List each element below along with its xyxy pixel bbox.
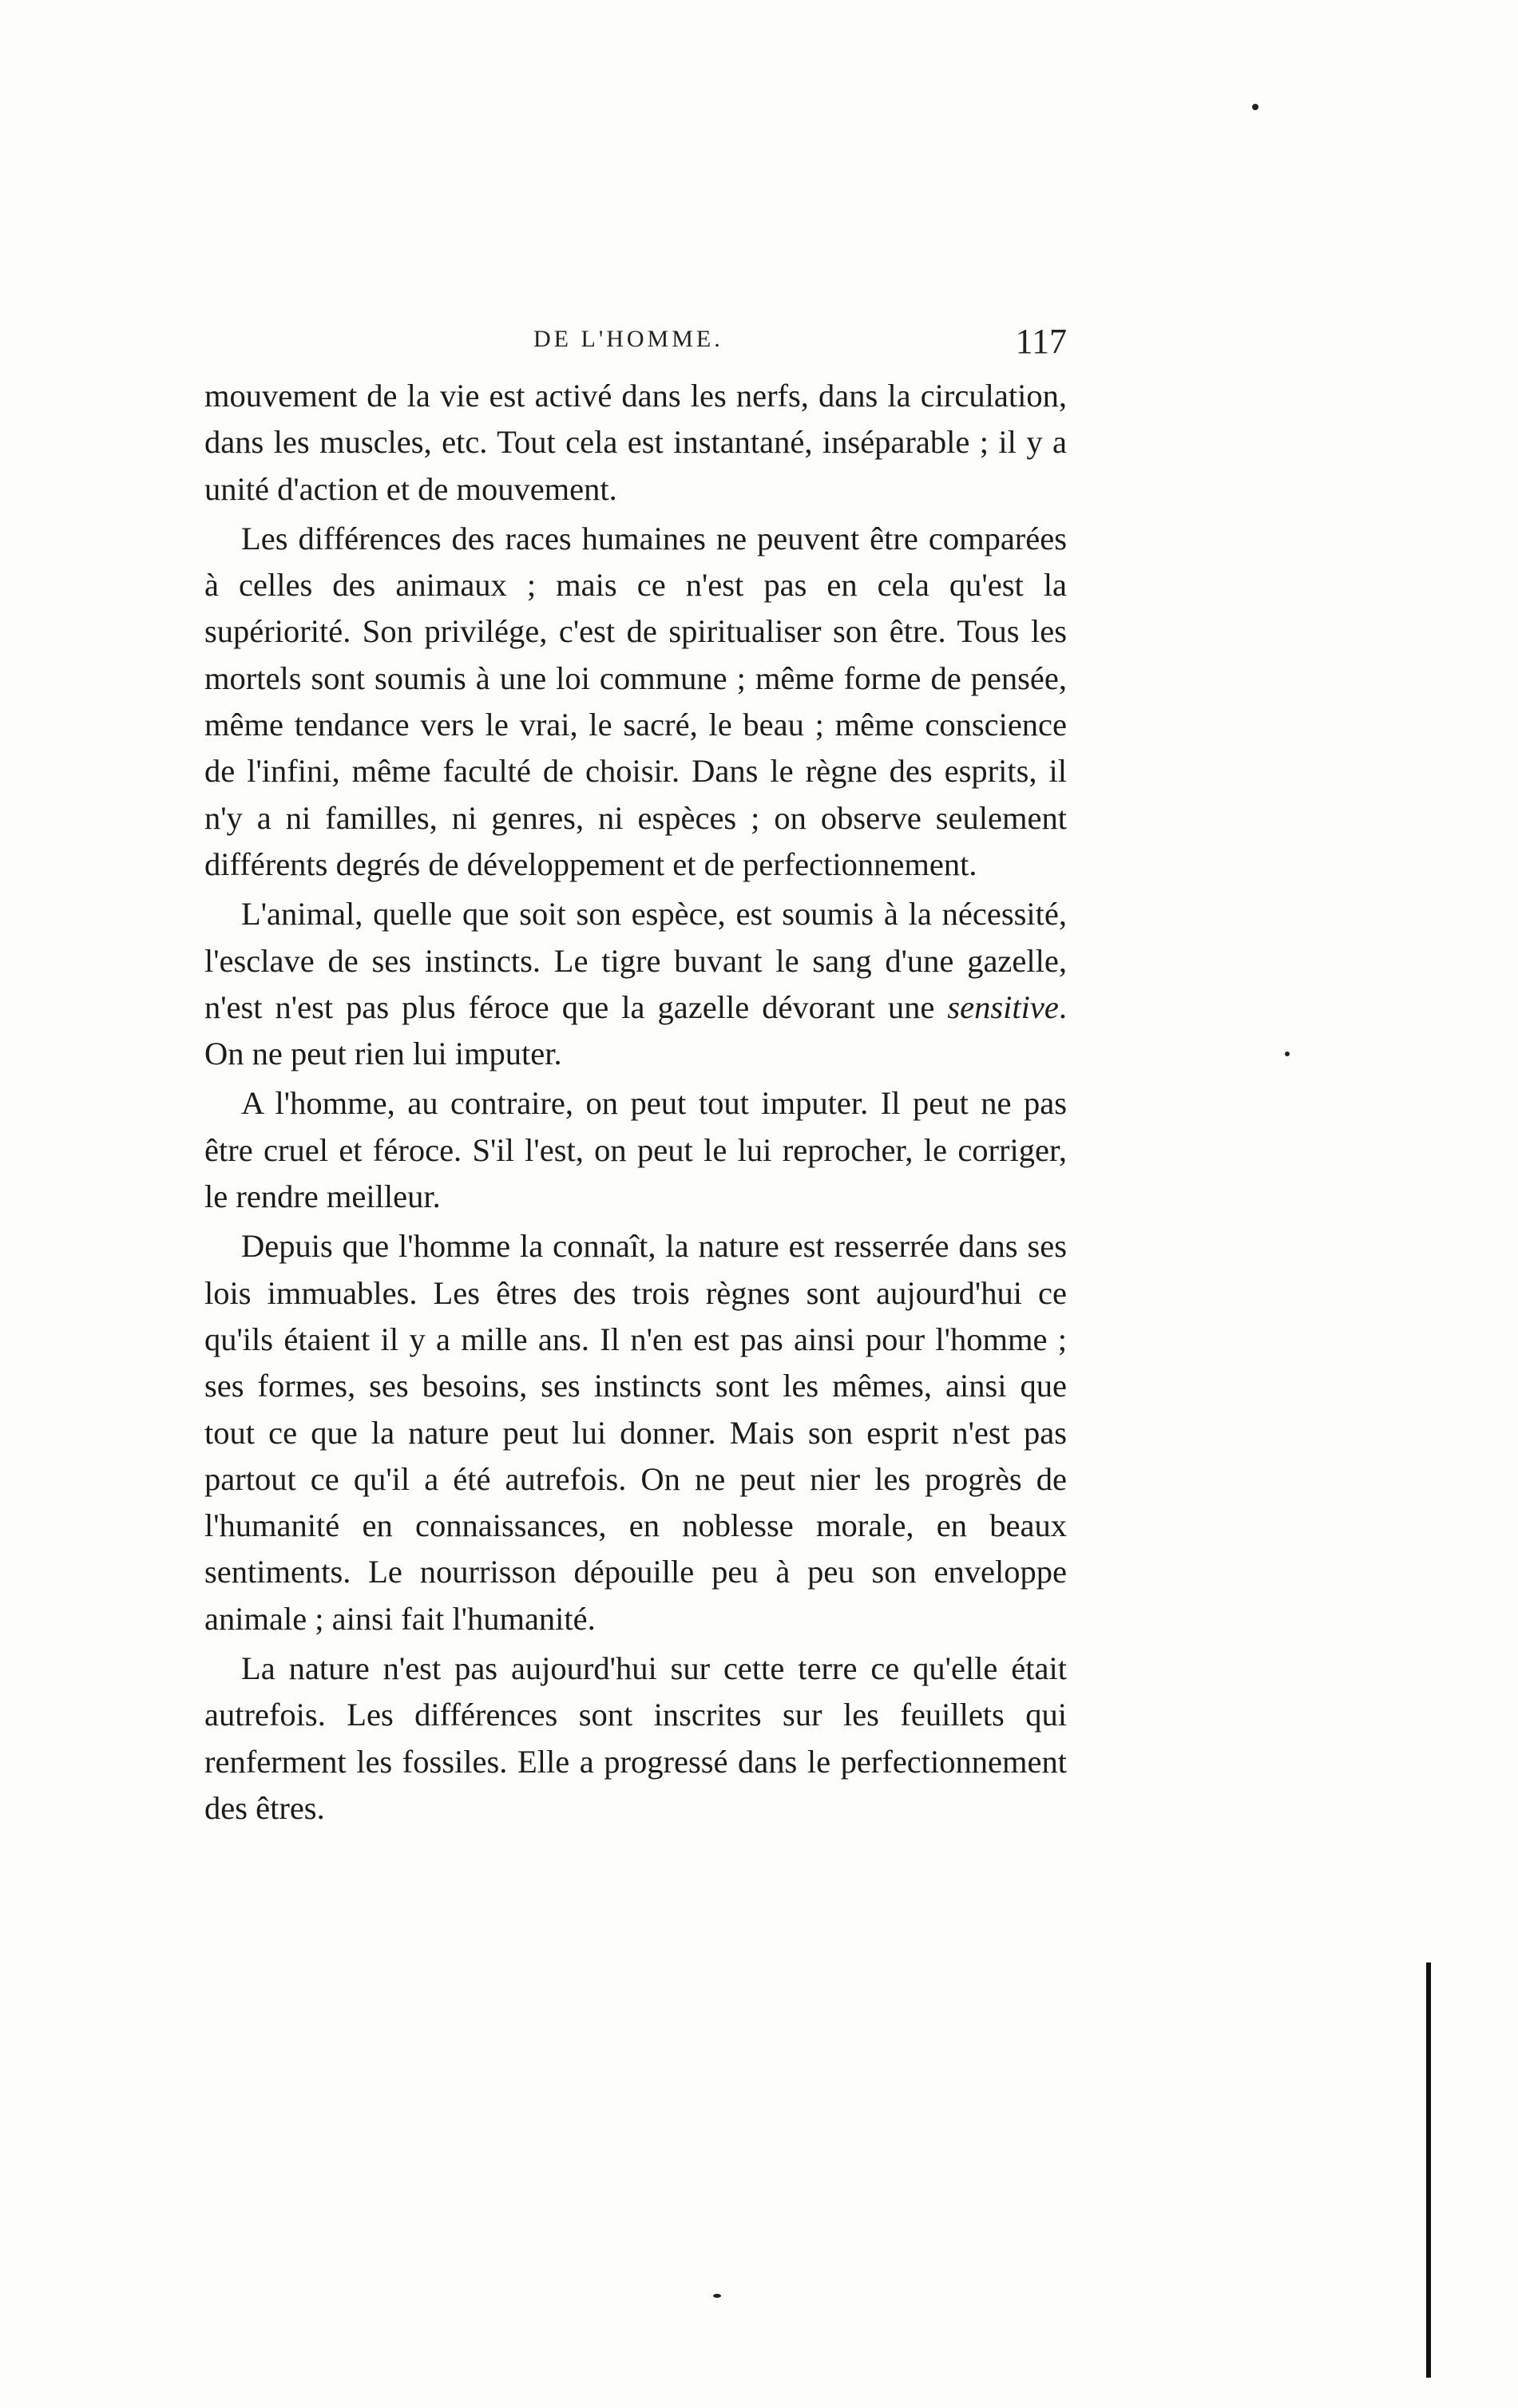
paragraph-3-text-before: L'animal, quelle que soit son espèce, est soumis à la nécessité, l'esclave de ses instincts. Le tigre buvant le sang d'une gazelle, n'est n'est pas plus féroce que la gazelle dévorant une	[204, 896, 1067, 1025]
running-title: DE L'HOMME.	[533, 326, 723, 352]
page-header	[204, 321, 1067, 369]
paragraph-1: mouvement de la vie est activé dans les nerfs, dans la circulation, dans les muscles, etc. Tout cela est instantané, inséparable ; il y a unité d'action et de mouvement.	[204, 378, 1067, 507]
paragraph-2: Les différences des races humaines ne peuvent être comparées à celles des animaux ; mais ce n'est pas en cela qu'est la supériorité. Son privilége, c'est de spiritualiser son être. Tous les mortels sont soumis à une loi commune ; même forme de pensée, même tendance vers le vrai, le sacré, le beau ; même conscience de l'infini, même faculté de choisir. Dans le règne des esprits, il n'y a ni familles, ni genres, ni espèces ; on observe seulement différents degrés de développement et de perfectionnement.	[204, 520, 1067, 882]
paragraph-3-emphasis: sensitive	[947, 988, 1059, 1025]
ink-speck	[1252, 104, 1258, 110]
paragraph-4: A l'homme, au contraire, on peut tout imputer. Il peut ne pas être cruel et féroce. S'il l'est, on peut le lui reprocher, le corriger, le rendre meilleur.	[204, 1085, 1067, 1215]
page-number: 117	[1015, 322, 1067, 361]
ink-speck	[713, 2294, 721, 2298]
paragraph-3	[204, 891, 1067, 1077]
ink-speck	[1285, 1052, 1290, 1056]
paragraph-3-text-after: . On ne peut rien lui imputer.	[204, 988, 1067, 1072]
paragraph-5: Depuis que l'homme la connaît, la nature est resserrée dans ses lois immuables. Les êtres des trois règnes sont aujourd'hui ce qu'ils étaient il y a mille ans. Il n'en est pas ainsi pour l'homme ; ses formes, ses besoins, ses instincts sont les mêmes, ainsi que tout ce que la nature peut lui donner. Mais son esprit n'est pas partout ce qu'il a été autrefois. On ne peut nier les progrès de l'humanité en connaissances, en noblesse morale, en beaux sentiments. Le nourrisson dépouille peu à peu son enveloppe animale ; ainsi fait l'humanité.	[204, 1228, 1067, 1637]
body-text	[204, 373, 1067, 1835]
paragraph-6: La nature n'est pas aujourd'hui sur cette terre ce qu'elle était autrefois. Les différences sont inscrites sur les feuillets qui renferment les fossiles. Elle a progressé dans le perfectionnement des êtres.	[204, 1650, 1067, 1826]
scan-edge-bar	[1426, 1962, 1431, 2378]
